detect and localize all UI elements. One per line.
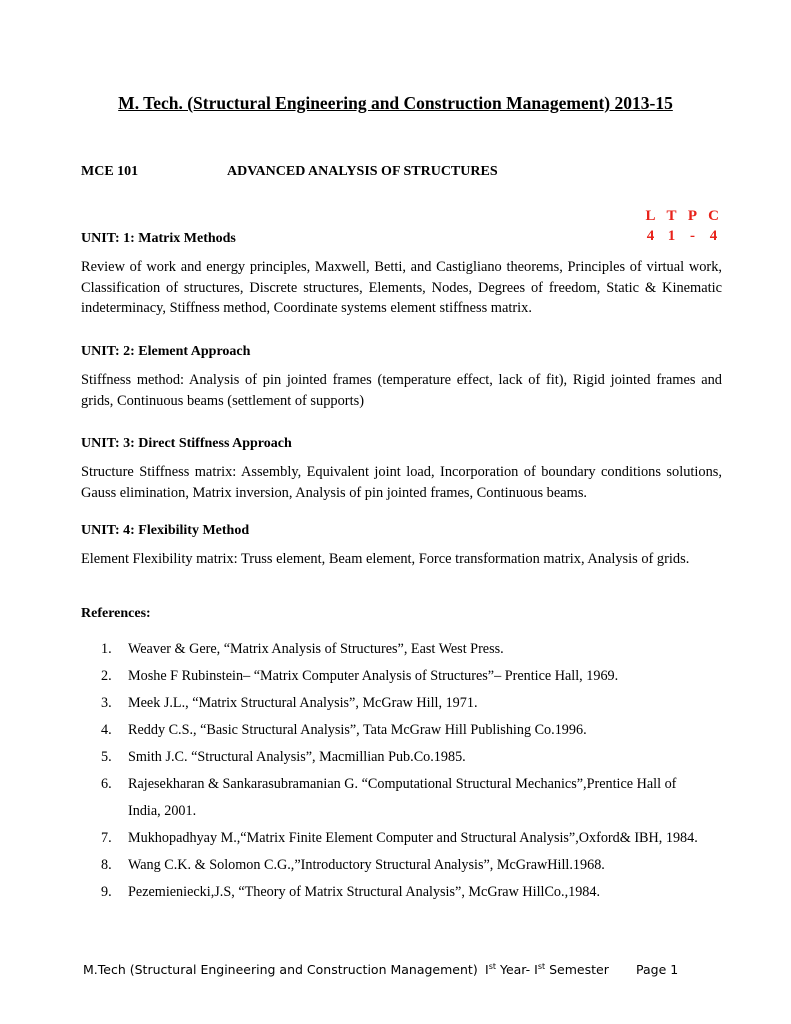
reference-number: 9. [101,884,112,900]
reference-item [81,852,731,879]
reference-item [81,636,731,663]
reference-item [81,771,731,825]
footer-sem-sup: st [537,961,546,971]
unit-3-heading: UNIT: 3: Direct Stiffness Approach [81,436,292,451]
ltpc-value-c: 4 [709,228,718,244]
unit-4-heading: UNIT: 4: Flexibility Method [81,523,250,538]
unit-1-section [81,231,722,319]
reference-item [81,879,731,906]
reference-number: 6. [101,776,112,792]
reference-text: Mukhopadhyay M.,“Matrix Finite Element Computer and Structural Analysis”,Oxford& IBH, 1984. [128,830,698,846]
unit-3-section [81,436,722,503]
reference-number: 5. [101,749,112,765]
reference-number: 4. [101,722,112,738]
unit-1-heading: UNIT: 1: Matrix Methods [81,231,236,246]
reference-item [81,744,731,771]
reference-number: 8. [101,857,112,873]
unit-4-body: Element Flexibility matrix: Truss element, Beam element, Force transformation matrix, Analysis of grids. [81,551,690,567]
unit-2-heading: UNIT: 2: Element Approach [81,344,251,359]
unit-4-section [81,523,722,570]
reference-item [81,825,731,852]
reference-text: Weaver & Gere, “Matrix Analysis of Structures”, East West Press. [128,641,504,657]
reference-number: 1. [101,641,112,657]
footer-semester [485,962,609,977]
footer-page-number: Page 1 [636,962,679,977]
document-title: M. Tech. (Structural Engineering and Construction Management) 2013-15 [118,93,673,113]
reference-text: Moshe F Rubinstein– “Matrix Computer Analysis of Structures”– Prentice Hall, 1969. [128,668,619,684]
ltpc-header-p: P [687,208,698,224]
ltpc-value-l: 4 [646,228,655,244]
footer-year-prefix: I [485,962,489,977]
reference-text: Rajesekharan & Sankarasubramanian G. “Computational Structural Mechanics”,Prentice Hall of India, 2001. [128,776,677,819]
reference-number: 2. [101,668,112,684]
reference-text: Reddy C.S., “Basic Structural Analysis”, Tata McGraw Hill Publishing Co.1996. [128,722,587,738]
reference-text: Wang C.K. & Solomon C.G.,”Introductory Structural Analysis”, McGrawHill.1968. [128,857,605,873]
reference-text: Smith J.C. “Structural Analysis”, Macmillian Pub.Co.1985. [128,749,466,765]
ltpc-header-t: T [666,208,677,224]
footer-sem-suffix: Semester [545,962,609,977]
references-heading: References: [81,606,151,621]
ltpc-value-t: 1 [667,228,676,244]
unit-1-body: Review of work and energy principles, Maxwell, Betti, and Castigliano theorems, Principles of virtual work, Classification of structures, Discrete structures, Elements, Nodes, Degrees of freedom, Static & Kinematic indeterminacy, Stiffness method, Coordinate systems element stiffness matrix. [81,259,722,316]
reference-item [81,690,731,717]
ltpc-headers [640,206,724,226]
references-list [81,636,731,906]
ltpc-value-p: - [690,228,695,244]
course-name: ADVANCED ANALYSIS OF STRUCTURES [227,164,498,179]
course-code: MCE 101 [81,164,139,179]
unit-3-body: Structure Stiffness matrix: Assembly, Equivalent joint load, Incorporation of boundary conditions solutions, Gauss elimination, Matrix inversion, Analysis of pin jointed frames, Continuous beams. [81,464,722,501]
footer-year-mid: Year- I [496,962,538,977]
reference-item [81,717,731,744]
ltpc-header-l: L [645,208,656,224]
reference-item [81,663,731,690]
reference-number: 7. [101,830,112,846]
reference-text: Meek J.L., “Matrix Structural Analysis”, McGraw Hill, 1971. [128,695,478,711]
references-section [81,606,731,906]
footer-year-sup: st [488,961,496,971]
reference-text: Pezemieniecki,J.S, “Theory of Matrix Structural Analysis”, McGraw HillCo.,1984. [128,884,601,900]
unit-2-section [81,344,722,411]
reference-number: 3. [101,695,112,711]
footer-program: M.Tech (Structural Engineering and Construction Management) [83,962,478,977]
ltpc-header-c: C [708,208,719,224]
unit-2-body: Stiffness method: Analysis of pin jointed frames (temperature effect, lack of fit), Rigid jointed frames and grids, Continuous beams (settlement of supports) [81,372,722,409]
